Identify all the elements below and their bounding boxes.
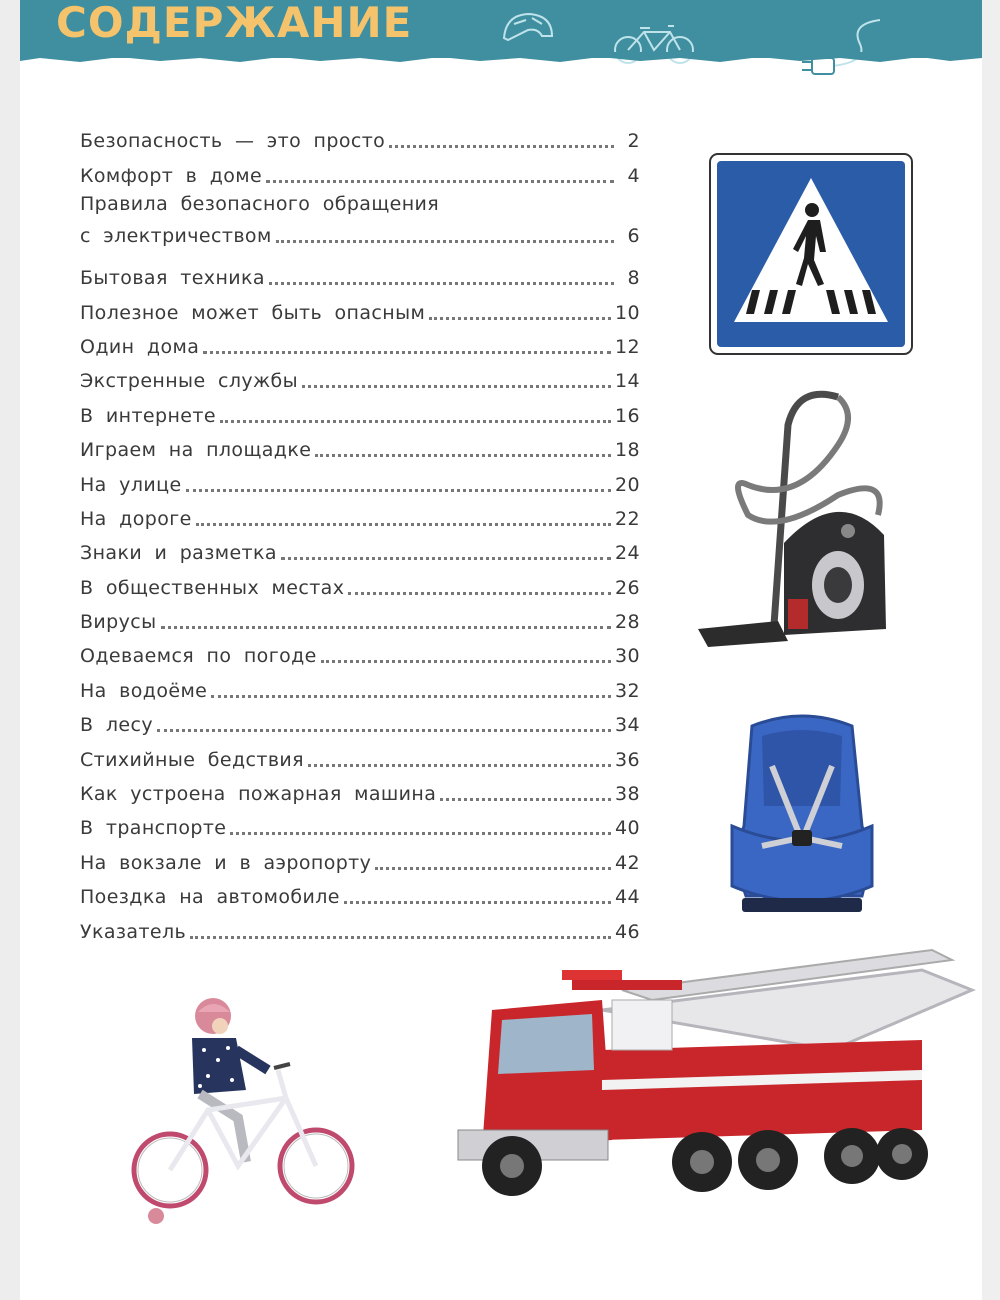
toc-entry-page: 40 (615, 817, 640, 840)
toc-entry-title: На вокзале и в аэропорту (80, 851, 372, 874)
leader-dots (440, 798, 611, 801)
toc-entry[interactable] (80, 257, 640, 291)
toc-entry[interactable] (80, 669, 640, 703)
toc-entry[interactable] (80, 773, 640, 807)
toc-entry-title: На улице (80, 473, 182, 496)
toc-entry-title: Знаки и разметка (80, 542, 277, 565)
torn-edge (20, 52, 982, 66)
toc-entry-title: В общественных местах (80, 576, 345, 599)
page-right-edge (982, 0, 1000, 1300)
toc-entry-page: 28 (615, 611, 640, 634)
toc-entry-title: Поездка на автомобиле (80, 886, 340, 909)
toc-entry-title: В лесу (80, 714, 153, 737)
car-seat-image (722, 706, 882, 921)
toc-entry-title: Правила безопасного обращения (80, 192, 440, 215)
toc-entry[interactable] (80, 189, 640, 257)
leader-dots (269, 282, 614, 285)
toc-entry-title: Бытовая техника (80, 267, 265, 290)
toc-entry-title: Одеваемся по погоде (80, 645, 317, 668)
leader-dots (375, 867, 611, 870)
toc-entry[interactable] (80, 876, 640, 910)
toc-entry[interactable] (80, 291, 640, 325)
toc-entry[interactable] (80, 498, 640, 532)
toc-entry[interactable] (80, 429, 640, 463)
toc-entry-title: В транспорте (80, 817, 227, 840)
toc-entry-title: В интернете (80, 404, 216, 427)
leader-dots (157, 729, 611, 732)
leader-dots (281, 557, 611, 560)
toc-entry[interactable] (80, 635, 640, 669)
toc-entry-page: 44 (615, 886, 640, 909)
toc-entry[interactable] (80, 463, 640, 497)
toc-entry-title: На дороге (80, 507, 192, 530)
leader-dots (230, 832, 611, 835)
leader-dots (348, 592, 611, 595)
toc-entry-title: На водоёме (80, 679, 208, 702)
toc-entry-page: 46 (615, 920, 640, 943)
toc-entry-page: 38 (615, 783, 640, 806)
toc-entry[interactable] (80, 394, 640, 428)
header-banner (20, 0, 982, 58)
page-left-edge (0, 0, 20, 1300)
toc-entry-page: 34 (615, 714, 640, 737)
toc-entry[interactable] (80, 120, 640, 154)
helmet-icon (498, 6, 558, 50)
fire-truck-image (452, 930, 982, 1220)
toc-entry-title: Безопасность — это просто (80, 130, 386, 153)
toc-entry-page: 4 (627, 164, 640, 187)
toc-entry-title: Как устроена пожарная машина (80, 783, 437, 806)
toc-entry[interactable] (80, 154, 640, 188)
toc-entry-page: 16 (615, 404, 640, 427)
leader-dots (220, 420, 611, 423)
leader-dots (203, 351, 611, 354)
toc-entry[interactable] (80, 532, 640, 566)
leader-dots (308, 764, 611, 767)
plug-icon (780, 14, 890, 84)
toc-entry-page: 32 (615, 679, 640, 702)
toc-entry[interactable] (80, 601, 640, 635)
leader-dots (429, 317, 611, 320)
toc-entry-title-cont: с электричеством (80, 224, 272, 247)
table-of-contents (80, 120, 640, 945)
toc-entry-page: 8 (627, 267, 640, 290)
toc-entry-page: 22 (615, 507, 640, 530)
toc-entry-page: 26 (615, 576, 640, 599)
toc-entry[interactable] (80, 566, 640, 600)
toc-entry[interactable] (80, 704, 640, 738)
toc-entry-page: 14 (615, 370, 640, 393)
pedestrian-crossing-sign (708, 152, 914, 356)
toc-entry-page: 2 (627, 130, 640, 153)
vacuum-cleaner-image (688, 385, 898, 660)
toc-entry-page: 10 (615, 301, 640, 324)
leader-dots (266, 180, 614, 183)
page-title: СОДЕРЖАНИЕ (56, 0, 413, 47)
toc-entry-page: 30 (615, 645, 640, 668)
toc-entry-page: 18 (615, 439, 640, 462)
toc-entry[interactable] (80, 807, 640, 841)
leader-dots (389, 145, 614, 148)
toc-entry-title: Играем на площадке (80, 439, 312, 462)
toc-entry[interactable] (80, 841, 640, 875)
toc-entry-page: 24 (615, 542, 640, 565)
leader-dots (315, 454, 611, 457)
toc-entry-title: Полезное может быть опасным (80, 301, 426, 324)
leader-dots (302, 385, 611, 388)
leader-dots (321, 660, 611, 663)
leader-dots (161, 626, 611, 629)
toc-entry-title: Указатель (80, 920, 187, 943)
girl-on-bicycle-image (128, 990, 368, 1240)
toc-entry-title: Стихийные бедствия (80, 748, 305, 771)
leader-dots (344, 901, 611, 904)
toc-entry[interactable] (80, 326, 640, 360)
toc-entry-page: 20 (615, 473, 640, 496)
leader-dots (211, 695, 611, 698)
toc-entry-title: Экстренные службы (80, 370, 299, 393)
toc-entry-title: Комфорт в доме (80, 164, 263, 187)
toc-entry[interactable] (80, 738, 640, 772)
toc-entry-page: 36 (615, 748, 640, 771)
toc-entry-page: 6 (627, 224, 640, 247)
toc-entry-page: 42 (615, 851, 640, 874)
leader-dots (276, 240, 614, 243)
toc-entry-title: Вирусы (80, 611, 157, 634)
leader-dots (196, 523, 611, 526)
toc-entry-page: 12 (615, 335, 640, 358)
leader-dots (186, 489, 611, 492)
toc-entry[interactable] (80, 360, 640, 394)
toc-entry-title: Один дома (80, 335, 200, 358)
